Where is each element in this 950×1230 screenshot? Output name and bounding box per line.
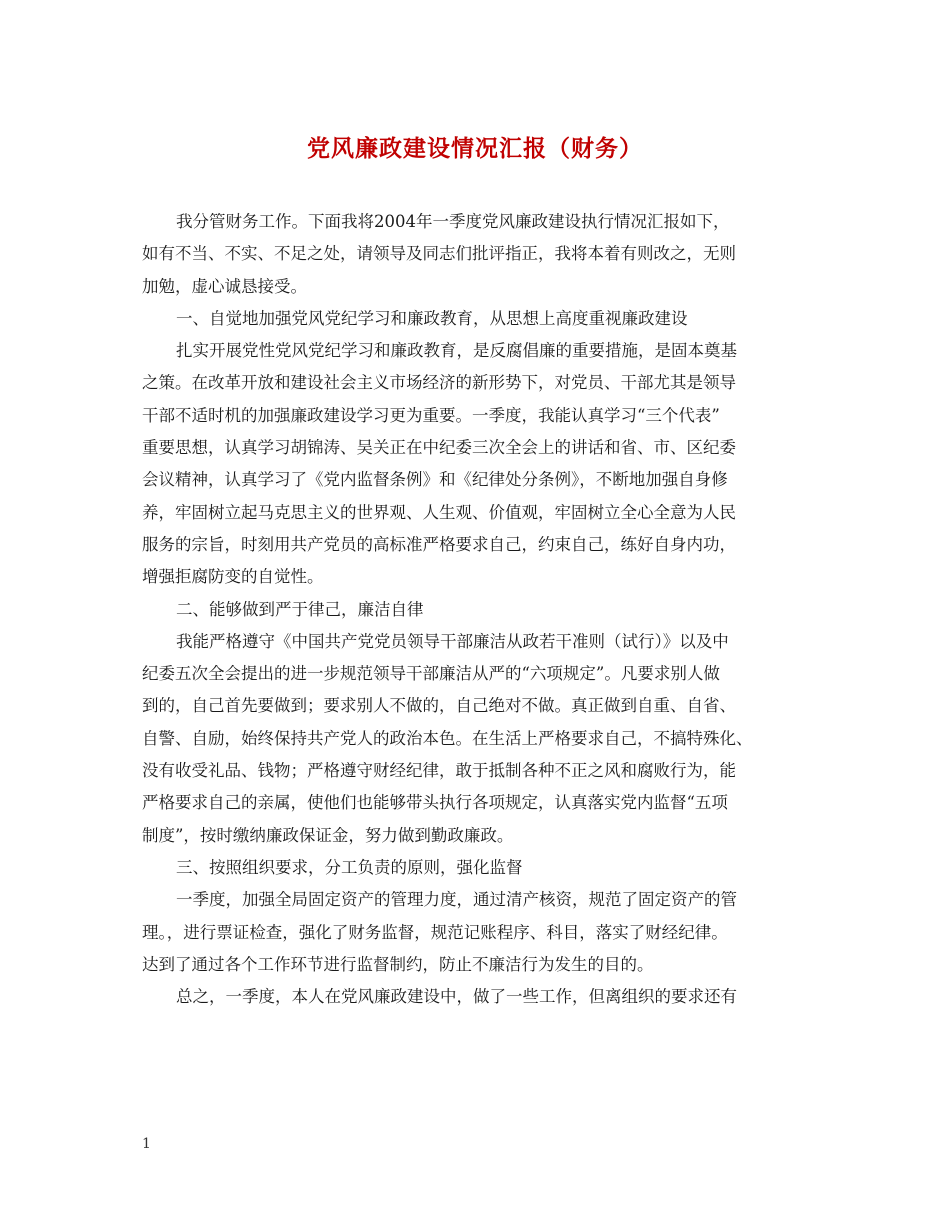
text-line: 自警、自励，始终保持共产党人的政治本色。在生活上严格要求自己，不搞特殊化、 <box>142 728 753 748</box>
text-line: 增强拒腐防变的自觉性。 <box>142 567 324 587</box>
text-line: 养，牢固树立起马克思主义的世界观、人生观、价值观，牢固树立全心全意为人民 <box>142 502 736 522</box>
text-line: 加勉，虚心诚恳接受。 <box>142 276 307 296</box>
text-line: 到的，自己首先要做到；要求别人不做的，自己绝对不做。真正做到自重、自省、 <box>142 696 736 716</box>
text-line: 纪委五次全会提出的进一步规范领导干部廉洁从严的“六项规定”。凡要求别人做 <box>142 664 720 684</box>
text-line: 一季度，加强全局固定资产的管理力度，通过清产核资，规范了固定资产的管 <box>176 890 737 910</box>
page-number: 1 <box>142 1136 151 1152</box>
text-line: 我能严格遵守《中国共产党党员领导干部廉洁从政若干准则（试行）》以及中 <box>176 631 729 651</box>
document-title: 党风廉政建设情况汇报（财务） <box>307 135 643 162</box>
text-line: 三、按照组织要求，分工负责的原则，强化监督 <box>176 857 523 877</box>
text-line: 制度”，按时缴纳廉政保证金，努力做到勤政廉政。 <box>142 825 514 845</box>
text-line: 会议精神，认真学习了《党内监督条例》和《纪律处分条例》，不断地加强自身修 <box>142 470 728 490</box>
text-line: 我分管财务工作。下面我将2004年一季度党风廉政建设执行情况汇报如下， <box>176 212 730 231</box>
text-line: 严格要求自己的亲属，使他们也能够带头执行各项规定，认真落实党内监督“五项 <box>142 793 728 813</box>
text-line: 如有不当、不实、不足之处，请领导及同志们批评指正，我将本着有则改之，无则 <box>142 244 736 264</box>
text-line: 扎实开展党性党风党纪学习和廉政教育，是反腐倡廉的重要措施，是固本奠基 <box>176 341 737 361</box>
text-line: 重要思想，认真学习胡锦涛、吴关正在中纪委三次全会上的讲话和省、市、区纪委 <box>142 438 736 458</box>
document-body <box>142 206 822 1013</box>
text-line: 服务的宗旨，时刻用共产党员的高标准严格要求自己，约束自己，练好自身内功， <box>142 534 736 554</box>
text-line: 理。，进行票证检查，强化了财务监督，规范记账程序、科目，落实了财经纪律。 <box>142 922 728 942</box>
text-line: 干部不适时机的加强廉政建设学习更为重要。一季度，我能认真学习“三个代表” <box>142 405 720 425</box>
text-line: 达到了通过各个工作环节进行监督制约，防止不廉洁行为发生的目的。 <box>142 954 654 974</box>
text-line: 之策。在改革开放和建设社会主义市场经济的新形势下，对党员、干部尤其是领导 <box>142 373 736 393</box>
text-line: 总之，一季度，本人在党风廉政建设中，做了一些工作，但离组织的要求还有 <box>176 987 737 1007</box>
text-line: 没有收受礼品、钱物；严格遵守财经纪律，敢于抵制各种不正之风和腐败行为，能 <box>142 761 736 781</box>
text-line: 一、自觉地加强党风党纪学习和廉政教育，从思想上高度重视廉政建设 <box>176 308 688 328</box>
text-line: 二、能够做到严于律己，廉洁自律 <box>176 599 424 619</box>
